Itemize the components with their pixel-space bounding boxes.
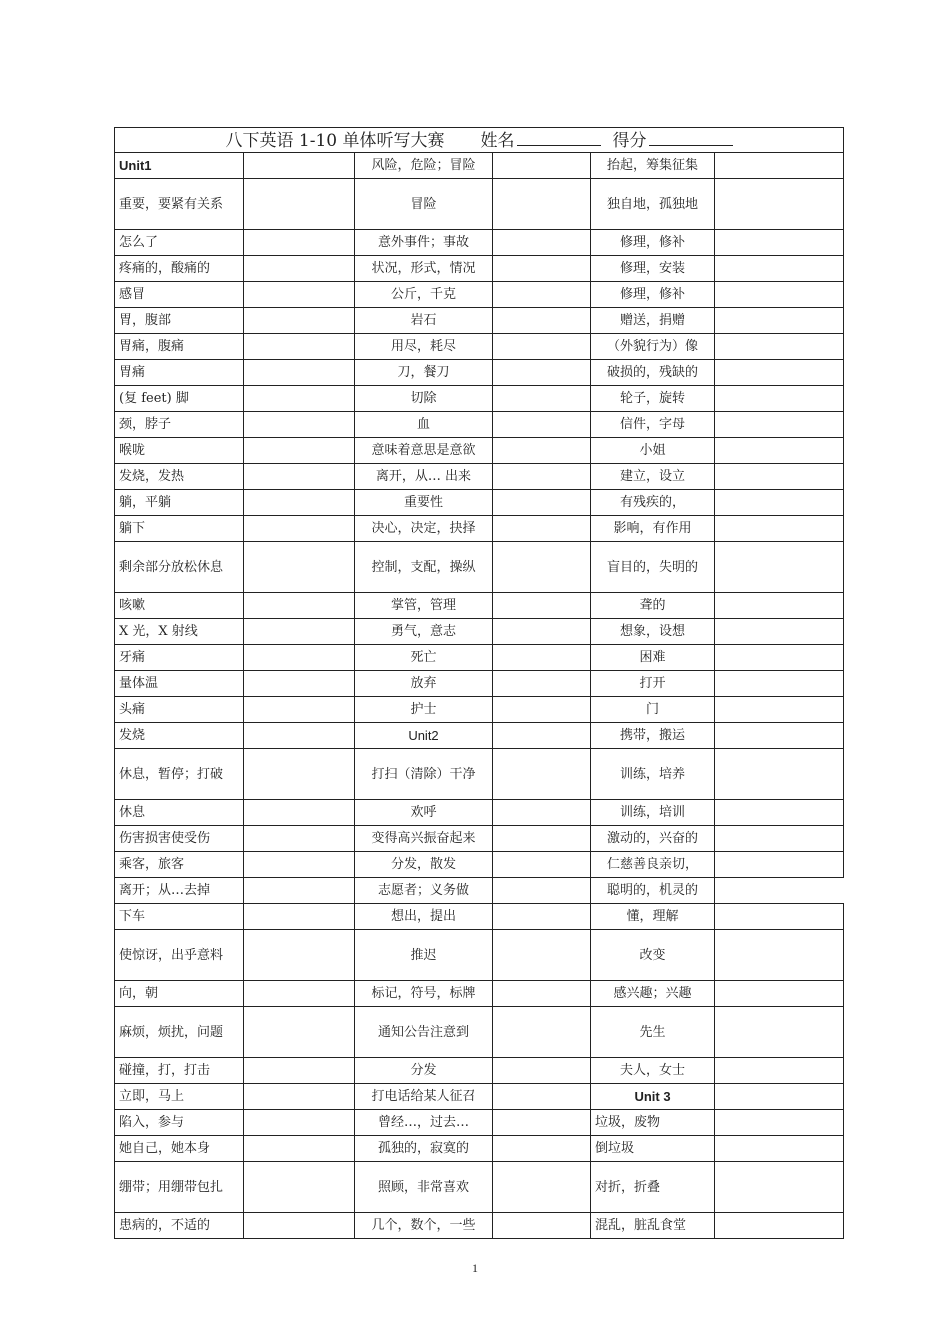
table-row xyxy=(115,852,844,878)
table-row xyxy=(115,1136,844,1162)
table-row xyxy=(115,1007,844,1058)
chinese-word-cell: 打开 xyxy=(591,671,715,697)
answer-cell[interactable] xyxy=(493,619,591,645)
answer-cell[interactable] xyxy=(244,1213,355,1239)
answer-cell[interactable] xyxy=(244,412,355,438)
answer-cell[interactable] xyxy=(244,256,355,282)
answer-cell[interactable] xyxy=(493,360,591,386)
answer-cell[interactable] xyxy=(244,878,355,904)
answer-cell[interactable] xyxy=(244,1110,355,1136)
chinese-word-cell: 放弃 xyxy=(355,671,493,697)
answer-cell[interactable] xyxy=(493,153,591,179)
chinese-word-cell: 风险，危险；冒险 xyxy=(355,153,493,179)
chinese-word-cell: 重要，要紧有关系 xyxy=(115,179,244,230)
chinese-word-cell: 聪明的，机灵的 xyxy=(591,878,715,904)
table-row xyxy=(115,593,844,619)
answer-cell[interactable] xyxy=(244,930,355,981)
answer-cell[interactable] xyxy=(493,1213,591,1239)
chinese-word-cell: 激动的，兴奋的 xyxy=(591,826,715,852)
chinese-word-cell: 碰撞，打，打击 xyxy=(115,1058,244,1084)
chinese-word-cell: 有残疾的， xyxy=(591,490,715,516)
chinese-word-cell: 垃圾，废物 xyxy=(591,1110,715,1136)
answer-cell[interactable] xyxy=(493,878,591,904)
chinese-word-cell: 疼痛的，酸痛的 xyxy=(115,256,244,282)
answer-cell[interactable] xyxy=(715,1136,844,1162)
dictation-table xyxy=(114,127,844,1239)
answer-cell[interactable] xyxy=(493,749,591,800)
chinese-word-cell: 赠送，捐赠 xyxy=(591,308,715,334)
chinese-word-cell: 几个，数个，一些 xyxy=(355,1213,493,1239)
chinese-word-cell: 训练，培训 xyxy=(591,800,715,826)
answer-cell[interactable] xyxy=(244,645,355,671)
chinese-word-cell: 想出，提出 xyxy=(355,904,493,930)
answer-cell[interactable] xyxy=(715,1084,844,1110)
table-row xyxy=(115,542,844,593)
answer-cell[interactable] xyxy=(244,1162,355,1213)
chinese-word-cell: 修理，修补 xyxy=(591,282,715,308)
answer-cell[interactable] xyxy=(715,645,844,671)
chinese-word-cell: 离开；从…去掉 xyxy=(115,878,244,904)
answer-cell[interactable] xyxy=(493,438,591,464)
table-row xyxy=(115,153,844,179)
answer-cell[interactable] xyxy=(715,1058,844,1084)
answer-cell[interactable] xyxy=(493,593,591,619)
chinese-word-cell: 血 xyxy=(355,412,493,438)
chinese-word-cell: 躺下 xyxy=(115,516,244,542)
table-row xyxy=(115,904,844,930)
answer-cell[interactable] xyxy=(715,800,844,826)
answer-cell[interactable] xyxy=(244,800,355,826)
chinese-word-cell: 使惊讶，出乎意料 xyxy=(115,930,244,981)
answer-cell[interactable] xyxy=(244,593,355,619)
answer-cell[interactable] xyxy=(493,645,591,671)
answer-cell[interactable] xyxy=(493,490,591,516)
unit-heading: Unit 3 xyxy=(591,1084,715,1110)
chinese-word-cell: 信件，字母 xyxy=(591,412,715,438)
answer-cell[interactable] xyxy=(493,1136,591,1162)
chinese-word-cell: 休息 xyxy=(115,800,244,826)
answer-cell[interactable] xyxy=(493,516,591,542)
page-number: 1 xyxy=(472,1261,478,1275)
answer-cell[interactable] xyxy=(715,593,844,619)
chinese-word-cell: 懂，理解 xyxy=(591,904,715,930)
chinese-word-cell: 独自地，孤独地 xyxy=(591,179,715,230)
chinese-word-cell: 决心，决定，抉择 xyxy=(355,516,493,542)
answer-cell[interactable] xyxy=(244,490,355,516)
answer-cell[interactable] xyxy=(244,282,355,308)
chinese-word-cell: 下车 xyxy=(115,904,244,930)
answer-cell[interactable] xyxy=(493,282,591,308)
answer-cell[interactable] xyxy=(715,438,844,464)
answer-cell[interactable] xyxy=(244,153,355,179)
worksheet-title xyxy=(115,128,844,153)
answer-cell[interactable] xyxy=(715,386,844,412)
chinese-word-cell: 破损的，残缺的 xyxy=(591,360,715,386)
chinese-word-cell: 向，朝 xyxy=(115,981,244,1007)
answer-cell[interactable] xyxy=(244,697,355,723)
answer-cell[interactable] xyxy=(715,671,844,697)
chinese-word-cell: 岩石 xyxy=(355,308,493,334)
chinese-word-cell: 休息，暂停；打破 xyxy=(115,749,244,800)
chinese-word-cell: 仁慈善良亲切， xyxy=(591,852,715,878)
answer-cell[interactable] xyxy=(715,904,844,930)
answer-cell[interactable] xyxy=(715,1213,844,1239)
answer-cell[interactable] xyxy=(715,749,844,800)
chinese-word-cell: 发烧 xyxy=(115,723,244,749)
chinese-word-cell: 怎么了 xyxy=(115,230,244,256)
answer-cell[interactable] xyxy=(493,334,591,360)
table-row xyxy=(115,671,844,697)
answer-cell[interactable] xyxy=(715,930,844,981)
table-row xyxy=(115,334,844,360)
chinese-word-cell: 夫人，女士 xyxy=(591,1058,715,1084)
chinese-word-cell: 门 xyxy=(591,697,715,723)
answer-cell[interactable] xyxy=(244,360,355,386)
chinese-word-cell: 分发 xyxy=(355,1058,493,1084)
chinese-word-cell: 盲目的，失明的 xyxy=(591,542,715,593)
chinese-word-cell: 想象，设想 xyxy=(591,619,715,645)
table-row xyxy=(115,645,844,671)
chinese-word-cell: 麻烦，烦扰，问题 xyxy=(115,1007,244,1058)
answer-cell[interactable] xyxy=(244,1007,355,1058)
answer-cell[interactable] xyxy=(715,490,844,516)
chinese-word-cell: （外貌行为）像 xyxy=(591,334,715,360)
table-row xyxy=(115,438,844,464)
chinese-word-cell: 建立，设立 xyxy=(591,464,715,490)
chinese-word-cell: 公斤，千克 xyxy=(355,282,493,308)
chinese-word-cell: 颈，脖子 xyxy=(115,412,244,438)
answer-cell[interactable] xyxy=(493,930,591,981)
unit-heading: Unit2 xyxy=(355,723,493,749)
answer-cell[interactable] xyxy=(244,308,355,334)
chinese-word-cell: 轮子，旋转 xyxy=(591,386,715,412)
table-row xyxy=(115,490,844,516)
name-blank[interactable] xyxy=(517,129,601,146)
answer-cell[interactable] xyxy=(244,334,355,360)
chinese-word-cell: 刀，餐刀 xyxy=(355,360,493,386)
chinese-word-cell: 混乱，脏乱食堂 xyxy=(591,1213,715,1239)
chinese-word-cell: 照顾，非常喜欢 xyxy=(355,1162,493,1213)
answer-cell[interactable] xyxy=(715,619,844,645)
answer-cell[interactable] xyxy=(715,308,844,334)
answer-cell[interactable] xyxy=(493,671,591,697)
answer-cell[interactable] xyxy=(493,1110,591,1136)
answer-cell[interactable] xyxy=(715,1007,844,1058)
name-label: 姓名 xyxy=(480,130,515,151)
answer-cell[interactable] xyxy=(715,878,844,904)
chinese-word-cell: 控制，支配，操纵 xyxy=(355,542,493,593)
answer-cell[interactable] xyxy=(244,464,355,490)
chinese-word-cell: 量体温 xyxy=(115,671,244,697)
chinese-word-cell: 打扫（清除）干净 xyxy=(355,749,493,800)
chinese-word-cell: 聋的 xyxy=(591,593,715,619)
table-row xyxy=(115,179,844,230)
table-row xyxy=(115,386,844,412)
table-row xyxy=(115,697,844,723)
answer-cell[interactable] xyxy=(493,852,591,878)
answer-cell[interactable] xyxy=(493,723,591,749)
answer-cell[interactable] xyxy=(493,1084,591,1110)
score-label: 得分 xyxy=(612,130,647,151)
answer-cell[interactable] xyxy=(715,230,844,256)
chinese-word-cell: 修理，修补 xyxy=(591,230,715,256)
chinese-word-cell: 携带，搬运 xyxy=(591,723,715,749)
answer-cell[interactable] xyxy=(715,981,844,1007)
chinese-word-cell: 感冒 xyxy=(115,282,244,308)
table-row xyxy=(115,1213,844,1239)
chinese-word-cell: 陷入，参与 xyxy=(115,1110,244,1136)
table-row xyxy=(115,360,844,386)
chinese-word-cell: 切除 xyxy=(355,386,493,412)
answer-cell[interactable] xyxy=(244,386,355,412)
table-row xyxy=(115,749,844,800)
table-row xyxy=(115,826,844,852)
chinese-word-cell: 患病的，不适的 xyxy=(115,1213,244,1239)
chinese-word-cell: 抬起，筹集征集 xyxy=(591,153,715,179)
chinese-word-cell: 变得高兴振奋起来 xyxy=(355,826,493,852)
chinese-word-cell: 重要性 xyxy=(355,490,493,516)
chinese-word-cell: 立即，马上 xyxy=(115,1084,244,1110)
table-row xyxy=(115,230,844,256)
answer-cell[interactable] xyxy=(244,1084,355,1110)
table-row xyxy=(115,981,844,1007)
answer-cell[interactable] xyxy=(493,308,591,334)
answer-cell[interactable] xyxy=(244,1058,355,1084)
chinese-word-cell: 推迟 xyxy=(355,930,493,981)
answer-cell[interactable] xyxy=(244,516,355,542)
chinese-word-cell: 欢呼 xyxy=(355,800,493,826)
answer-cell[interactable] xyxy=(493,542,591,593)
answer-cell[interactable] xyxy=(715,1110,844,1136)
answer-cell[interactable] xyxy=(715,723,844,749)
chinese-word-cell: 小姐 xyxy=(591,438,715,464)
answer-cell[interactable] xyxy=(244,904,355,930)
chinese-word-cell: 意外事件；事故 xyxy=(355,230,493,256)
chinese-word-cell: 她自己，她本身 xyxy=(115,1136,244,1162)
chinese-word-cell: (复 feet) 脚 xyxy=(115,386,244,412)
table-row xyxy=(115,1110,844,1136)
answer-cell[interactable] xyxy=(493,230,591,256)
chinese-word-cell: X 光，X 射线 xyxy=(115,619,244,645)
chinese-word-cell: 死亡 xyxy=(355,645,493,671)
chinese-word-cell: 胃痛，腹痛 xyxy=(115,334,244,360)
chinese-word-cell: 离开，从… 出来 xyxy=(355,464,493,490)
answer-cell[interactable] xyxy=(244,619,355,645)
table-row xyxy=(115,256,844,282)
chinese-word-cell: 胃痛 xyxy=(115,360,244,386)
chinese-word-cell: 剩余部分放松休息 xyxy=(115,542,244,593)
chinese-word-cell: 勇气，意志 xyxy=(355,619,493,645)
answer-cell[interactable] xyxy=(715,256,844,282)
table-row xyxy=(115,308,844,334)
answer-cell[interactable] xyxy=(493,800,591,826)
chinese-word-cell: 孤独的，寂寞的 xyxy=(355,1136,493,1162)
answer-cell[interactable] xyxy=(715,412,844,438)
chinese-word-cell: 咳嗽 xyxy=(115,593,244,619)
answer-cell[interactable] xyxy=(493,464,591,490)
chinese-word-cell: 牙痛 xyxy=(115,645,244,671)
chinese-word-cell: 状况，形式，情况 xyxy=(355,256,493,282)
answer-cell[interactable] xyxy=(715,282,844,308)
table-row xyxy=(115,878,844,904)
chinese-word-cell: 改变 xyxy=(591,930,715,981)
chinese-word-cell: 志愿者；义务做 xyxy=(355,878,493,904)
chinese-word-cell: 喉咙 xyxy=(115,438,244,464)
answer-cell[interactable] xyxy=(493,179,591,230)
chinese-word-cell: 分发，散发 xyxy=(355,852,493,878)
chinese-word-cell: 影响，有作用 xyxy=(591,516,715,542)
answer-cell[interactable] xyxy=(493,1007,591,1058)
table-row xyxy=(115,1162,844,1213)
chinese-word-cell: 先生 xyxy=(591,1007,715,1058)
chinese-word-cell: 乘客，旅客 xyxy=(115,852,244,878)
table-row xyxy=(115,282,844,308)
answer-cell[interactable] xyxy=(493,904,591,930)
chinese-word-cell: 胃，腹部 xyxy=(115,308,244,334)
table-row xyxy=(115,800,844,826)
chinese-word-cell: 对折，折叠 xyxy=(591,1162,715,1213)
chinese-word-cell: 标记，符号，标牌 xyxy=(355,981,493,1007)
table-row xyxy=(115,412,844,438)
chinese-word-cell: 躺，平躺 xyxy=(115,490,244,516)
chinese-word-cell: 护士 xyxy=(355,697,493,723)
answer-cell[interactable] xyxy=(493,386,591,412)
answer-cell[interactable] xyxy=(715,153,844,179)
table-row xyxy=(115,1084,844,1110)
answer-cell[interactable] xyxy=(244,826,355,852)
chinese-word-cell: 训练，培养 xyxy=(591,749,715,800)
answer-cell[interactable] xyxy=(493,256,591,282)
answer-cell[interactable] xyxy=(715,697,844,723)
answer-cell[interactable] xyxy=(244,749,355,800)
chinese-word-cell: 掌管，管理 xyxy=(355,593,493,619)
answer-cell[interactable] xyxy=(244,852,355,878)
chinese-word-cell: 冒险 xyxy=(355,179,493,230)
answer-cell[interactable] xyxy=(493,981,591,1007)
chinese-word-cell: 发烧，发热 xyxy=(115,464,244,490)
answer-cell[interactable] xyxy=(715,360,844,386)
answer-cell[interactable] xyxy=(493,412,591,438)
answer-cell[interactable] xyxy=(244,542,355,593)
answer-cell[interactable] xyxy=(715,179,844,230)
unit-heading: Unit1 xyxy=(115,153,244,179)
table-row xyxy=(115,516,844,542)
chinese-word-cell: 曾经…，过去… xyxy=(355,1110,493,1136)
answer-cell[interactable] xyxy=(493,1162,591,1213)
answer-cell[interactable] xyxy=(244,723,355,749)
answer-cell[interactable] xyxy=(715,852,844,878)
answer-cell[interactable] xyxy=(493,826,591,852)
answer-cell[interactable] xyxy=(493,1058,591,1084)
chinese-word-cell: 困难 xyxy=(591,645,715,671)
answer-cell[interactable] xyxy=(715,1162,844,1213)
chinese-word-cell: 用尽，耗尽 xyxy=(355,334,493,360)
answer-cell[interactable] xyxy=(244,230,355,256)
answer-cell[interactable] xyxy=(715,826,844,852)
answer-cell[interactable] xyxy=(244,671,355,697)
table-row xyxy=(115,930,844,981)
chinese-word-cell: 倒垃圾 xyxy=(591,1136,715,1162)
chinese-word-cell: 修理，安装 xyxy=(591,256,715,282)
chinese-word-cell: 感兴趣；兴趣 xyxy=(591,981,715,1007)
chinese-word-cell: 绷带；用绷带包扎 xyxy=(115,1162,244,1213)
answer-cell[interactable] xyxy=(715,516,844,542)
chinese-word-cell: 伤害损害使受伤 xyxy=(115,826,244,852)
answer-cell[interactable] xyxy=(244,1136,355,1162)
answer-cell[interactable] xyxy=(715,334,844,360)
table-row xyxy=(115,723,844,749)
chinese-word-cell: 意味着意思是意欲 xyxy=(355,438,493,464)
title-text: 八下英语 1-10 单体听写大赛 xyxy=(225,130,445,151)
chinese-word-cell: 头痛 xyxy=(115,697,244,723)
answer-cell[interactable] xyxy=(493,697,591,723)
answer-cell[interactable] xyxy=(244,981,355,1007)
chinese-word-cell: 打电话给某人征召 xyxy=(355,1084,493,1110)
score-blank[interactable] xyxy=(649,129,733,146)
answer-cell[interactable] xyxy=(244,179,355,230)
table-row xyxy=(115,619,844,645)
table-row xyxy=(115,464,844,490)
table-row xyxy=(115,1058,844,1084)
answer-cell[interactable] xyxy=(244,438,355,464)
answer-cell[interactable] xyxy=(715,542,844,593)
answer-cell[interactable] xyxy=(715,464,844,490)
chinese-word-cell: 通知公告注意到 xyxy=(355,1007,493,1058)
